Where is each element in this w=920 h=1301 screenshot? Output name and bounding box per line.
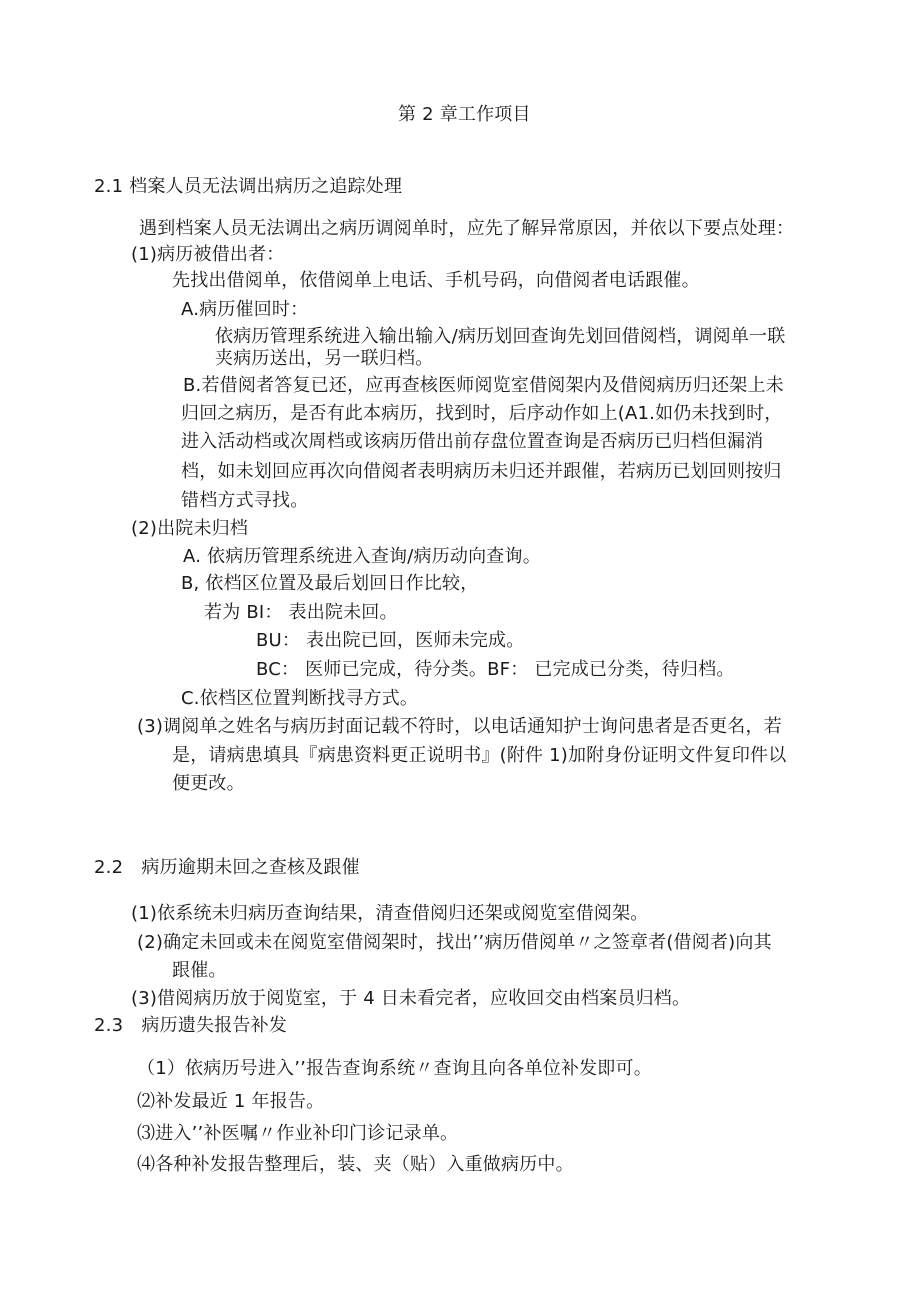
s22-item2-line1: (2)确定未回或未在阅览室借阅架时，找出’’病历借阅单〃之签章者(借阅者)向其 <box>137 932 772 953</box>
s21-pB-line1: B.若借阅者答复已还，应再查核医师阅览室借阅架内及借阅病历归还架上未 <box>183 375 784 396</box>
s21-p2-B: B, 依档区位置及最后划回日作比较， <box>181 573 479 594</box>
s23-item4: ⑷各种补发报告整理后，装、夹（贴）入重做病历中。 <box>137 1154 574 1175</box>
section-2-2-heading: 2.2 病历逾期未回之查核及跟催 <box>94 857 360 878</box>
s23-item1: （1）依病历号进入’’报告查询系统〃查询且向各单位补发即可。 <box>137 1058 652 1079</box>
s21-p2-BC: BC： 医师已完成，待分类。BF： 已完成已分类，待归档。 <box>256 659 735 680</box>
s21-p3-line2: 是，请病患填具『病患资料更正说明书』(附件 1)加附身份证明文件复印件以 <box>172 745 787 766</box>
s22-item2-line2: 跟催。 <box>172 960 227 981</box>
s21-pA-label: A.病历催回时： <box>181 299 309 320</box>
s21-pB-line2: 归回之病历，是否有此本病历，找到时，后序动作如上(A1.如仍未找到时， <box>181 403 783 424</box>
s21-p3-line3: 便更改。 <box>172 773 245 794</box>
s21-pA-line1: 依病历管理系统进入输出输入/病历划回查询先划回借阅档，调阅单一联 <box>215 326 786 347</box>
s21-p1-label: (1)病历被借出者： <box>131 244 285 265</box>
s22-item3: (3)借阅病历放于阅览室，于 4 日未看完者，应收回交由档案员归档。 <box>131 988 691 1009</box>
s21-p2-C: C.依档区位置判断找寻方式。 <box>181 688 419 709</box>
section-2-3-heading: 2.3 病历遗失报告补发 <box>94 1015 288 1036</box>
s23-item2: ⑵补发最近 1 年报告。 <box>137 1091 325 1112</box>
s23-item3: ⑶进入’’补医嘱〃作业补印门诊记录单。 <box>137 1123 459 1144</box>
s22-item1: (1)依系统未归病历查询结果，清查借阅归还架或阅览室借阅架。 <box>131 903 649 924</box>
s21-p2-BI: 若为 BI： 表出院未回。 <box>204 602 398 623</box>
s21-p2-label: (2)出院未归档 <box>131 518 249 539</box>
s21-pB-line5: 错档方式寻找。 <box>181 490 309 511</box>
s21-pB-line3: 进入活动档或次周档或该病历借出前存盘位置查询是否病历已归档但漏消 <box>181 431 764 452</box>
s21-p1-text: 先找出借阅单，依借阅单上电话、手机号码，向借阅者电话跟催。 <box>172 270 700 291</box>
s21-intro: 遇到档案人员无法调出之病历调阅单时，应先了解异常原因，并依以下要点处理： <box>139 218 795 239</box>
s21-pB-line4: 档，如未划回应再次向借阅者表明病历未归还并跟催，若病历已划回则按归 <box>181 461 782 482</box>
s21-p2-BU: BU： 表出院已回，医师未完成。 <box>256 630 525 651</box>
chapter-title: 第 2 章工作项目 <box>398 104 531 125</box>
section-2-1-heading: 2.1 档案人员无法调出病历之追踪处理 <box>94 176 403 197</box>
s21-pA-line2: 夹病历送出，另一联归档。 <box>215 348 434 369</box>
s21-p2-A: A. 依病历管理系统进入查询/病历动向查询。 <box>183 546 541 567</box>
s21-p3-line1: (3)调阅单之姓名与病历封面记载不符时，以电话通知护士询问患者是否更名，若 <box>137 716 782 737</box>
